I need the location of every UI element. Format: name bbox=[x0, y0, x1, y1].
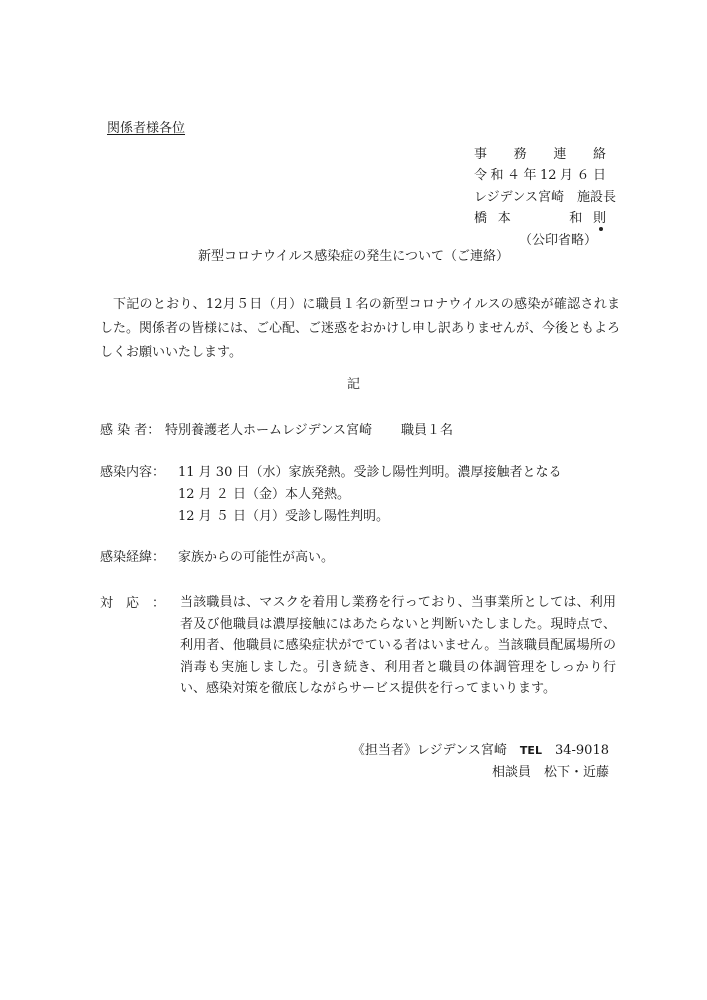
route-label: 感染経緯： bbox=[100, 550, 166, 565]
infected-label: 感 染 者： bbox=[100, 423, 161, 438]
details-line: 12 月 ２ 日（金）本人発熱。 bbox=[178, 487, 350, 502]
response-label: 対 応 ： bbox=[100, 596, 166, 611]
route-text: 家族からの可能性が高い。 bbox=[178, 550, 335, 565]
details-line: 11 月 30 日（水）家族発熱。受診し陽性判明。濃厚接触者となる bbox=[178, 465, 562, 480]
contact-line bbox=[300, 744, 609, 757]
infected-facility: 特別養護老人ホームレジデンス宮崎 bbox=[165, 423, 373, 438]
infected-count: 職員１名 bbox=[401, 423, 454, 438]
document-title: 新型コロナウイルス感染症の発生について（ご連絡） bbox=[198, 249, 509, 264]
intro-paragraph: 下記のとおり、12月５日（月）に職員１名の新型コロナウイルスの感染が確認されました。関係者の皆様には、ご心配、ご迷惑をおかけし申し訳ありませんが、今後ともよろしくお願いいたします。 bbox=[100, 297, 621, 360]
seal-omitted-note: （公印省略） bbox=[518, 233, 597, 248]
document-type: 事務連絡 bbox=[474, 147, 606, 162]
sender-name: 橋本 和則 bbox=[474, 211, 606, 226]
details-line: 12 月 ５ 日（月）受診し陽性判明。 bbox=[178, 509, 389, 524]
counselors: 相談員 松下・近藤 bbox=[491, 765, 609, 780]
ink-dot bbox=[599, 227, 603, 231]
addressee: 関係者様各位 bbox=[107, 121, 186, 136]
ki-heading: 記 bbox=[346, 377, 360, 392]
contact-prefix: 《担当者》レジデンス宮崎 bbox=[351, 743, 520, 758]
issue-date: 令和４年12月６日 bbox=[474, 168, 606, 183]
tel-number: 34-9018 bbox=[554, 743, 609, 758]
tel-label: TEL bbox=[519, 744, 542, 757]
sender-position: レジデンス宮崎 施設長 bbox=[474, 190, 617, 205]
response-text: 当該職員は、マスクを着用し業務を行っており、当事業所としては、利用者及び他職員は濃厚接触にはあたらないと判断いたしました。現時点で、利用者、他職員に感染症状がでている者はいません。当該職員配属場所の消毒も実施しました。引き続き、利用者と職員の体調管理をしっかり行い、感染対策を徹底しながらサービス提供を行ってまいります。 bbox=[180, 595, 616, 696]
details-label: 感染内容： bbox=[100, 465, 166, 480]
